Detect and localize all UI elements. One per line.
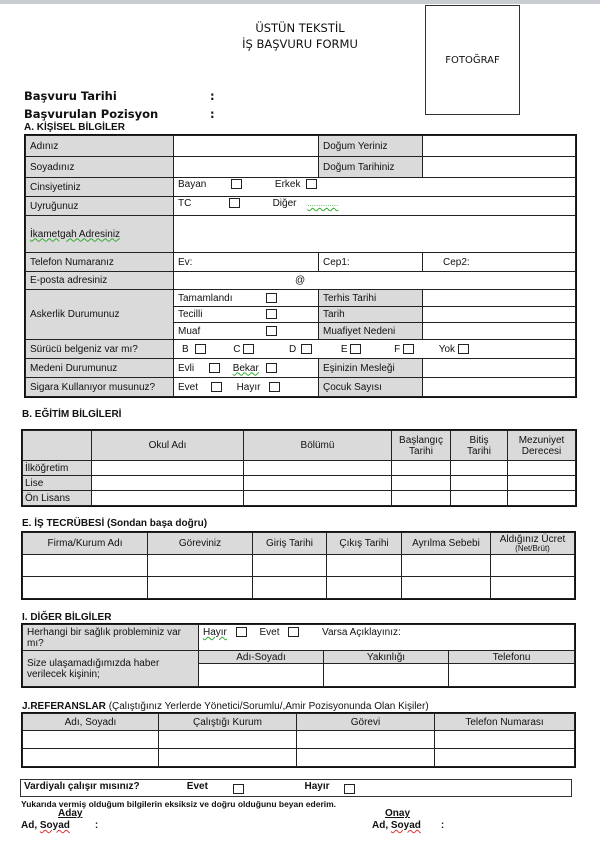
experience-col-salary: Aldığınız Ücret (Net/Brüt) <box>491 533 575 555</box>
education-row <box>23 461 576 476</box>
nationality-tc-checkbox[interactable] <box>229 198 240 208</box>
shift-no-checkbox[interactable] <box>344 784 355 794</box>
emergency-phone-field[interactable] <box>449 664 575 687</box>
nationality-other-label: Diğer <box>272 198 297 209</box>
single-checkbox[interactable] <box>266 363 277 373</box>
experience-col-start: Giriş Tarihi <box>253 533 327 555</box>
exemption-reason-field[interactable] <box>423 323 576 340</box>
military-deferred-checkbox[interactable] <box>266 309 277 319</box>
gender-female-checkbox[interactable] <box>231 179 242 189</box>
position-label: Başvurulan Pozisyon <box>24 107 159 121</box>
start-date-field[interactable] <box>392 461 451 476</box>
deferral-date-field[interactable] <box>423 307 576 323</box>
row-emergency-header <box>23 651 575 664</box>
row-address <box>26 216 576 253</box>
license-e-checkbox[interactable] <box>350 344 361 354</box>
form-header <box>150 20 450 52</box>
education-col-start: Başlangıç Tarihi <box>392 431 451 461</box>
smoking-label: Sigara Kullanıyor musunuz? <box>26 378 174 397</box>
discharge-date-label: Terhis Tarihi <box>319 290 423 307</box>
health-yes-label: Evet <box>259 627 280 638</box>
grade-field[interactable] <box>508 491 576 506</box>
phone-home-field[interactable]: Ev: <box>174 253 319 272</box>
photo-label: FOTOĞRAF <box>445 54 500 66</box>
license-f-checkbox[interactable] <box>403 344 414 354</box>
license-e-label: E <box>340 343 348 355</box>
department-field[interactable] <box>244 491 392 506</box>
candidate-name-label: Ad, Soyad : <box>21 820 99 831</box>
education-table <box>22 430 576 506</box>
email-at-sign: @ <box>295 275 306 286</box>
reference-row <box>23 749 575 767</box>
married-label: Evli <box>178 362 195 374</box>
approval-label: Onay <box>385 808 411 819</box>
row-name <box>26 136 576 157</box>
other-info-table <box>22 624 575 687</box>
last-name-field[interactable] <box>174 157 319 178</box>
company-field[interactable] <box>23 577 148 599</box>
shift-yes-checkbox[interactable] <box>233 784 244 794</box>
emergency-col-name: Adı-Soyadı <box>199 651 324 664</box>
emergency-question: Size ulaşamadığımızda haber verilecek kişinin; <box>23 651 199 687</box>
application-date-label: Başvuru Tarihi <box>24 89 117 103</box>
ref-phone-field[interactable] <box>435 731 575 749</box>
end-field[interactable] <box>327 577 402 599</box>
health-yes-checkbox[interactable] <box>288 627 299 637</box>
photo-box[interactable] <box>425 5 520 115</box>
shift-question-box <box>20 779 572 797</box>
salary-field[interactable] <box>491 555 575 577</box>
address-label: İkametgah Adresiniz <box>26 216 174 253</box>
start-field[interactable] <box>253 555 327 577</box>
education-level-label: Lise <box>23 476 92 491</box>
gender-male-checkbox[interactable] <box>306 179 317 189</box>
first-name-label: Adınız <box>26 136 174 157</box>
candidate-label: Aday <box>58 808 83 819</box>
references-col-phone: Telefon Numarası <box>435 714 575 731</box>
emergency-relation-field[interactable] <box>324 664 449 687</box>
company-field[interactable] <box>23 555 148 577</box>
ref-phone-field[interactable] <box>435 749 575 767</box>
license-f-label: F <box>394 343 401 355</box>
license-d-checkbox[interactable] <box>301 344 312 354</box>
education-col-grade: Mezuniyet Derecesi <box>508 431 576 461</box>
health-explain-label: Varsa Açıklayınız: <box>322 627 401 638</box>
birth-place-field[interactable] <box>423 136 576 157</box>
license-c-label: C <box>233 343 241 355</box>
license-none-label: Yok <box>438 343 456 355</box>
license-b-checkbox[interactable] <box>195 344 206 354</box>
experience-col-role: Göreviniz <box>148 533 253 555</box>
references-col-role: Görevi <box>297 714 435 731</box>
health-no-label: Hayır <box>203 627 227 638</box>
shift-yes-label: Evet <box>186 781 208 792</box>
education-row <box>23 491 576 506</box>
experience-row <box>23 577 575 599</box>
military-exempt-label: Muaf <box>178 325 201 337</box>
end-field[interactable] <box>327 555 402 577</box>
emergency-col-relation: Yakınlığı <box>324 651 449 664</box>
military-label: Askerlik Durumunuz <box>26 290 174 340</box>
role-field[interactable] <box>148 555 253 577</box>
shift-question: Vardiyalı çalışır mısınız? <box>24 781 140 792</box>
form-title: İŞ BAŞVURU FORMU <box>242 37 358 51</box>
education-header-row <box>23 431 576 461</box>
smoking-no-checkbox[interactable] <box>269 382 280 392</box>
education-row <box>23 476 576 491</box>
row-military-1 <box>26 290 576 307</box>
children-label: Çocuk Sayısı <box>319 378 423 397</box>
shift-no-label: Hayır <box>304 781 330 792</box>
row-health <box>23 625 575 651</box>
nationality-tc-label: TC <box>178 198 192 209</box>
row-license <box>26 340 576 359</box>
education-col-end: Bitiş Tarihi <box>451 431 508 461</box>
military-exempt-checkbox[interactable] <box>266 326 277 336</box>
military-done-label: Tamamlandı <box>178 292 233 304</box>
phone-label: Telefon Numaranız <box>26 253 174 272</box>
start-date-field[interactable] <box>392 491 451 506</box>
ref-name-field[interactable] <box>23 731 159 749</box>
reason-field[interactable] <box>402 555 491 577</box>
window-top-bar <box>0 0 600 4</box>
salary-field[interactable] <box>491 577 575 599</box>
approval-name-label: Ad, Soyad : <box>372 820 445 831</box>
education-col-empty <box>23 431 92 461</box>
ref-role-field[interactable] <box>297 749 435 767</box>
application-date-colon: : <box>210 89 215 103</box>
position-colon: : <box>210 107 215 121</box>
company-name: ÜSTÜN TEKSTİL <box>255 21 345 35</box>
grade-field[interactable] <box>508 476 576 491</box>
experience-col-end: Çıkış Tarihi <box>327 533 402 555</box>
ref-company-field[interactable] <box>159 749 297 767</box>
smoking-no-label: Hayır <box>236 381 261 393</box>
phone-cell1-field[interactable]: Cep1: <box>319 253 423 272</box>
first-name-field[interactable] <box>174 136 319 157</box>
grade-field[interactable] <box>508 461 576 476</box>
discharge-date-field[interactable] <box>423 290 576 307</box>
education-level-label: İlköğretim <box>23 461 92 476</box>
married-checkbox[interactable] <box>209 363 220 373</box>
spouse-job-field[interactable] <box>423 359 576 378</box>
references-col-company: Çalıştığı Kurum <box>159 714 297 731</box>
health-no-checkbox[interactable] <box>236 627 247 637</box>
row-marital <box>26 359 576 378</box>
children-field[interactable] <box>423 378 576 397</box>
school-field[interactable] <box>92 461 244 476</box>
end-date-field[interactable] <box>451 476 508 491</box>
end-date-field[interactable] <box>451 491 508 506</box>
ref-role-field[interactable] <box>297 731 435 749</box>
birth-date-field[interactable] <box>423 157 576 178</box>
reason-field[interactable] <box>402 577 491 599</box>
spouse-job-label: Eşinizin Mesleği <box>319 359 423 378</box>
education-level-label: Ön Lisans <box>23 491 92 506</box>
license-b-label: B <box>182 343 189 355</box>
row-phone <box>26 253 576 272</box>
ref-name-field[interactable] <box>23 749 159 767</box>
single-label: Bekar <box>232 362 259 374</box>
license-none-checkbox[interactable] <box>458 344 469 354</box>
birth-place-label: Doğum Yeriniz <box>319 136 423 157</box>
start-date-field[interactable] <box>392 476 451 491</box>
section-education-title: B. EĞİTİM BİLGİLERİ <box>22 409 122 420</box>
address-field[interactable] <box>174 216 576 253</box>
license-d-label: D <box>289 343 297 355</box>
section-references-title: J.REFERANSLAR (Çalıştığınız Yerlerde Yönetici/Sorumlu/,Amir Pozisyonunda Olan Kişiler) <box>22 701 429 712</box>
start-field[interactable] <box>253 577 327 599</box>
license-label: Sürücü belgeniz var mı? <box>26 340 174 359</box>
experience-col-reason: Ayrılma Sebebi <box>402 533 491 555</box>
birth-date-label: Doğum Tarihiniz <box>319 157 423 178</box>
section-personal-title: A. KİŞİSEL BİLGİLER <box>24 122 125 133</box>
military-deferred-label: Tecilli <box>178 309 203 320</box>
section-experience-title: E. İŞ TECRÜBESİ (Sondan başa doğru) <box>22 518 208 529</box>
education-col-department: Bölümü <box>244 431 392 461</box>
gender-label: Cinsiyetiniz <box>26 178 174 197</box>
email-field[interactable] <box>174 272 576 290</box>
last-name-label: Soyadınız <box>26 157 174 178</box>
personal-info-table <box>25 135 576 397</box>
row-surname <box>26 157 576 178</box>
row-smoking <box>26 378 576 397</box>
health-question: Herhangi bir sağlık probleminiz var mı? <box>23 625 199 651</box>
phone-cell2-field[interactable]: Cep2: <box>423 253 576 272</box>
emergency-col-phone: Telefonu <box>449 651 575 664</box>
section-other-title: I. DİĞER BİLGİLER <box>22 612 112 623</box>
department-field[interactable] <box>244 476 392 491</box>
gender-male-label: Erkek <box>274 179 301 190</box>
references-table <box>22 713 575 767</box>
marital-label: Medeni Durumunuz <box>26 359 174 378</box>
smoking-yes-checkbox[interactable] <box>211 382 222 392</box>
ref-company-field[interactable] <box>159 731 297 749</box>
role-field[interactable] <box>148 577 253 599</box>
references-header-row <box>23 714 575 731</box>
school-field[interactable] <box>92 491 244 506</box>
license-c-checkbox[interactable] <box>243 344 254 354</box>
reference-row <box>23 731 575 749</box>
school-field[interactable] <box>92 476 244 491</box>
smoking-yes-label: Evet <box>178 381 199 393</box>
military-done-checkbox[interactable] <box>266 293 277 303</box>
gender-female-label: Bayan <box>178 179 207 190</box>
experience-header-row <box>23 533 575 555</box>
nationality-other-field[interactable]: .............. <box>307 199 339 208</box>
emergency-name-field[interactable] <box>199 664 324 687</box>
education-col-school: Okul Adı <box>92 431 244 461</box>
experience-row <box>23 555 575 577</box>
nationality-label: Uyruğunuz <box>26 197 174 216</box>
row-nationality <box>26 197 576 216</box>
experience-col-company: Firma/Kurum Adı <box>23 533 148 555</box>
row-email <box>26 272 576 290</box>
references-col-name: Adı, Soyadı <box>23 714 159 731</box>
exemption-reason-label: Muafiyet Nedeni <box>319 323 423 340</box>
department-field[interactable] <box>244 461 392 476</box>
end-date-field[interactable] <box>451 461 508 476</box>
deferral-date-label: Tarih <box>319 307 423 323</box>
experience-table <box>22 532 575 599</box>
declaration-text: Yukarıda vermiş olduğum bilgilerin eksiksiz ve doğru olduğunu beyan ederim. <box>21 799 337 809</box>
row-gender <box>26 178 576 197</box>
email-label: E-posta adresiniz <box>26 272 174 290</box>
